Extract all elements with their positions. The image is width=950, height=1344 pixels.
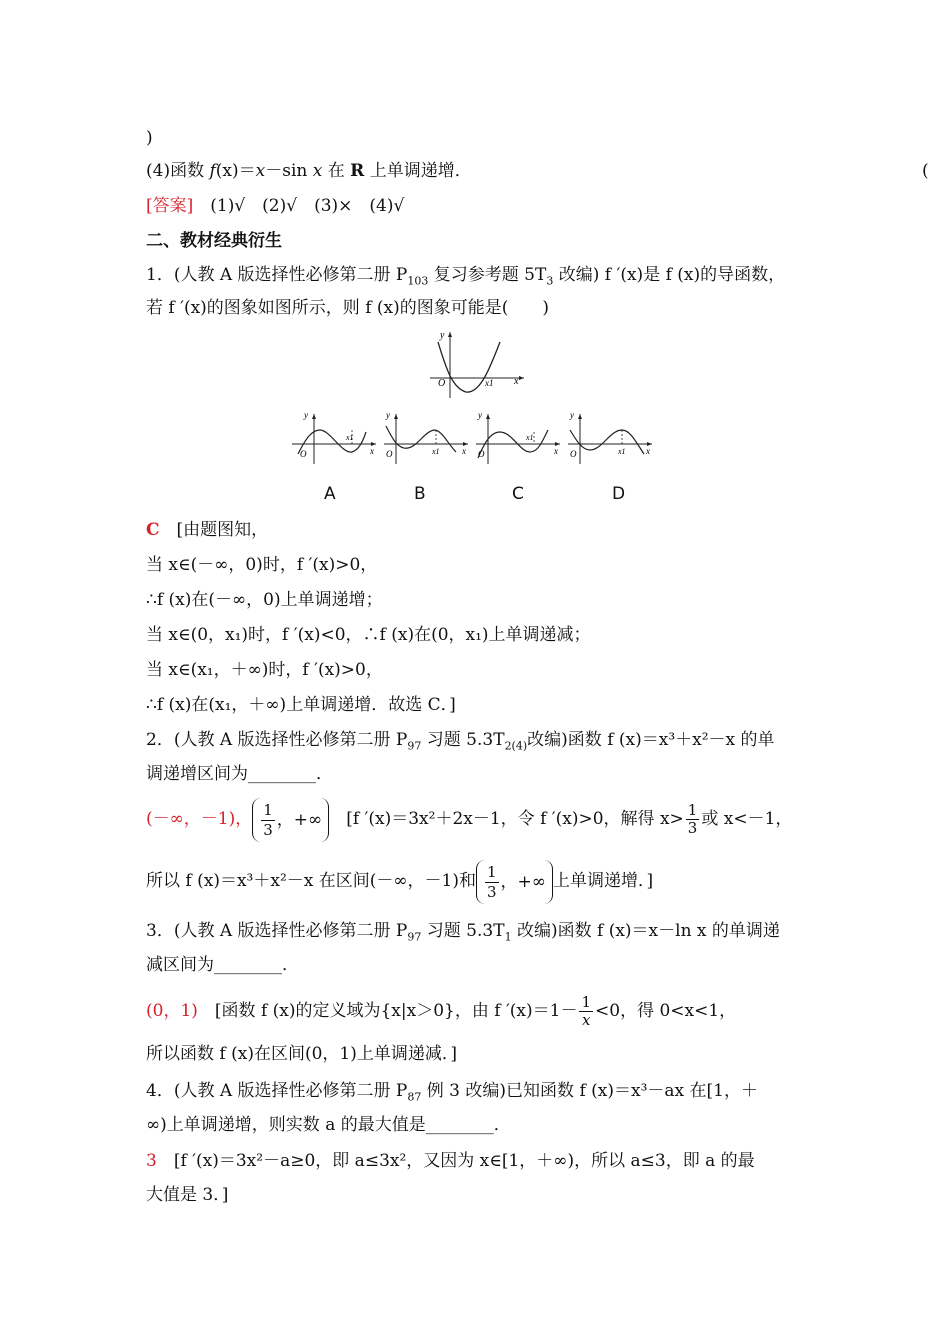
q2-answer-line [146, 796, 792, 842]
answer-line [146, 195, 404, 217]
section-title: 二、教材经典衍生 [146, 231, 282, 251]
q2-plus-inf: ，+∞ [276, 809, 323, 830]
choice-label-d: D [612, 484, 626, 504]
q1-answer: C [146, 520, 160, 540]
q2-sol-2b: 上单调递增．] [552, 871, 654, 891]
q3-line1-a: 3．(人教 A 版选择性必修第二册 P [146, 921, 408, 941]
svg-text:y: y [386, 410, 390, 420]
choice-label-a: A [324, 484, 336, 504]
q3-line1-c: 改编)函数 f (x)＝x－ln x 的单调递 [511, 921, 780, 941]
close-paren: ) [146, 128, 153, 148]
q2-frac-num: 1 [263, 800, 273, 819]
q1-line1-a: 1．(人教 A 版选择性必修第二册 P [146, 265, 408, 285]
q3-line1-sub: 97 [407, 930, 422, 944]
svg-text:y: y [570, 410, 574, 420]
q3-sol-1a: [函数 f (x)的定义域为{x|x＞0}，由 f ′(x)＝1－ [214, 1001, 578, 1021]
q2-line2: 调递增区间为________． [146, 764, 333, 784]
q1-sol-1: 当 x∈(－∞，0)时，f ′(x)>0， [146, 555, 378, 575]
y-label: y [440, 330, 445, 341]
choice-graph-c [476, 410, 560, 464]
item-4-minus: －sin [265, 161, 313, 181]
q4-line1-sub: 87 [407, 1090, 422, 1104]
q3-sol-1b: <0，得 0<x<1， [595, 1001, 737, 1021]
choice-graph-d [568, 410, 652, 464]
choice-graph-a [292, 410, 376, 464]
y-arrow [448, 332, 452, 337]
derivative-graph [424, 328, 528, 400]
x1-label: x1 [485, 378, 494, 388]
item-4-func: f [209, 161, 216, 181]
q2-line1-sub: 97 [407, 739, 422, 753]
answer-text: (1)√ (2)√ (3)× (4)√ [210, 196, 405, 216]
q2-answer-a: (－∞，－1)， [146, 809, 253, 829]
svg-text:O: O [570, 449, 577, 459]
x-label: x [514, 376, 519, 387]
q1-sol-5: ∴f (x)在(x₁，＋∞)上单调递增．故选 C．] [146, 695, 456, 715]
item-4-x: (x) [215, 161, 239, 181]
svg-text:y: y [478, 410, 482, 420]
q4-line1 [146, 1080, 758, 1102]
svg-text:x: x [646, 446, 650, 456]
q3-line1-sub2: 1 [504, 930, 512, 944]
item-4-x3: x [312, 161, 323, 181]
svg-text:x: x [370, 446, 374, 456]
svg-text:x1: x1 [618, 447, 626, 456]
q3-answer: (0，1) [146, 1001, 198, 1021]
item-4-mid: 在 [322, 161, 351, 181]
q1-sol-line-0 [146, 519, 268, 541]
q1-line1-c: 改编) f ′(x)是 f (x)的导函数， [553, 265, 786, 285]
q2-line1-b: 习题 5.3T [421, 730, 505, 750]
q4-sol-2: 大值是 3．] [146, 1185, 229, 1205]
q4-sol-1: [f ′(x)＝3x²－a≥0，即 a≤3x²，又因为 x∈[1，＋∞)，所以 a≤3，即 a 的最 [173, 1151, 755, 1171]
svg-text:x1: x1 [526, 433, 534, 442]
q4-line1-b: 例 3 改编)已知函数 f (x)＝x³－ax 在[1，＋ [421, 1081, 758, 1101]
right-paren: ( [922, 161, 929, 181]
q1-sol-4: 当 x∈(x₁，＋∞)时，f ′(x)>0， [146, 660, 383, 680]
q2-answer-frac [261, 801, 275, 840]
item-4-suffix: 上单调递增． [364, 161, 472, 181]
origin-label: O [438, 378, 446, 389]
q2-line1-c: 改编)函数 f (x)＝x³＋x²－x 的单 [527, 730, 775, 750]
q4-sol-line-1 [146, 1150, 755, 1172]
svg-text:x: x [462, 446, 466, 456]
item-4 [146, 160, 472, 182]
q3-sol-frac: $\frac{1}{x}$ [581, 993, 592, 1029]
q4-answer: 3 [146, 1151, 157, 1171]
q3-answer-line [146, 988, 736, 1034]
q2-frac-den: 3 [263, 820, 273, 839]
q2-sol-interval: $\frac{1}{3}$ ，+∞ [476, 860, 553, 904]
svg-text:O: O [386, 449, 393, 459]
q1-line2: 若 f ′(x)的图象如图所示，则 f (x)的图象可能是( ) [146, 298, 550, 318]
q2-line1-a: 2．(人教 A 版选择性必修第二册 P [146, 730, 408, 750]
choice-label-b: B [414, 484, 426, 504]
item-4-eq: ＝ [238, 161, 256, 181]
choice-graph-b [384, 410, 468, 464]
q4-line1-a: 4．(人教 A 版选择性必修第二册 P [146, 1081, 408, 1101]
q1-sol-3: 当 x∈(0，x₁)时，f ′(x)<0，∴f (x)在(0，x₁)上单调递减； [146, 625, 591, 645]
q3-line2: 减区间为________． [146, 955, 299, 975]
q2-sol-1b: 或 x<－1， [701, 809, 793, 829]
svg-text:O: O [478, 449, 485, 459]
svg-text:y: y [304, 410, 308, 420]
q1-line1-b: 复习参考题 5T [428, 265, 547, 285]
q3-line1 [146, 920, 780, 942]
q1-sol-2: ∴f (x)在(－∞，0)上单调递增； [146, 590, 383, 610]
q2-line1-sub2: 2(4) [504, 739, 528, 753]
svg-text:x1: x1 [432, 447, 440, 456]
q1-line1-sub: 103 [407, 274, 429, 288]
x-arrow [519, 376, 524, 380]
q1-line1 [146, 264, 785, 286]
q2-answer-interval [252, 798, 329, 842]
q4-line2: ∞)上单调递增，则实数 a 的最大值是________． [146, 1115, 511, 1135]
q3-sol-2: 所以函数 f (x)在区间(0，1)上单调递减．] [146, 1044, 457, 1064]
item-4-prefix: (4)函数 [146, 161, 210, 181]
item-4-x2: x [255, 161, 266, 181]
q2-sol-1a: [f ′(x)＝3x²＋2x－1，令 f ′(x)>0，解得 x> [346, 809, 684, 829]
q2-sol-frac: $\frac{1}{3}$ [687, 801, 698, 837]
q3-line1-b: 习题 5.3T [421, 921, 505, 941]
item-4-R: R [350, 161, 365, 181]
q1-sol-0: [由题图知， [176, 520, 269, 540]
q1-line1-sub2: 3 [546, 274, 554, 288]
q2-sol-line-2 [146, 858, 653, 904]
svg-text:x: x [554, 446, 558, 456]
answer-tag: [答案] [146, 196, 194, 216]
svg-text:x1: x1 [346, 433, 354, 442]
svg-text:O: O [300, 449, 307, 459]
choice-label-c: C [512, 484, 524, 504]
choice-graphs [290, 408, 660, 466]
q2-line1 [146, 729, 775, 751]
q2-sol-2a: 所以 f (x)＝x³＋x²－x 在区间(－∞，－1)和 [146, 871, 476, 891]
